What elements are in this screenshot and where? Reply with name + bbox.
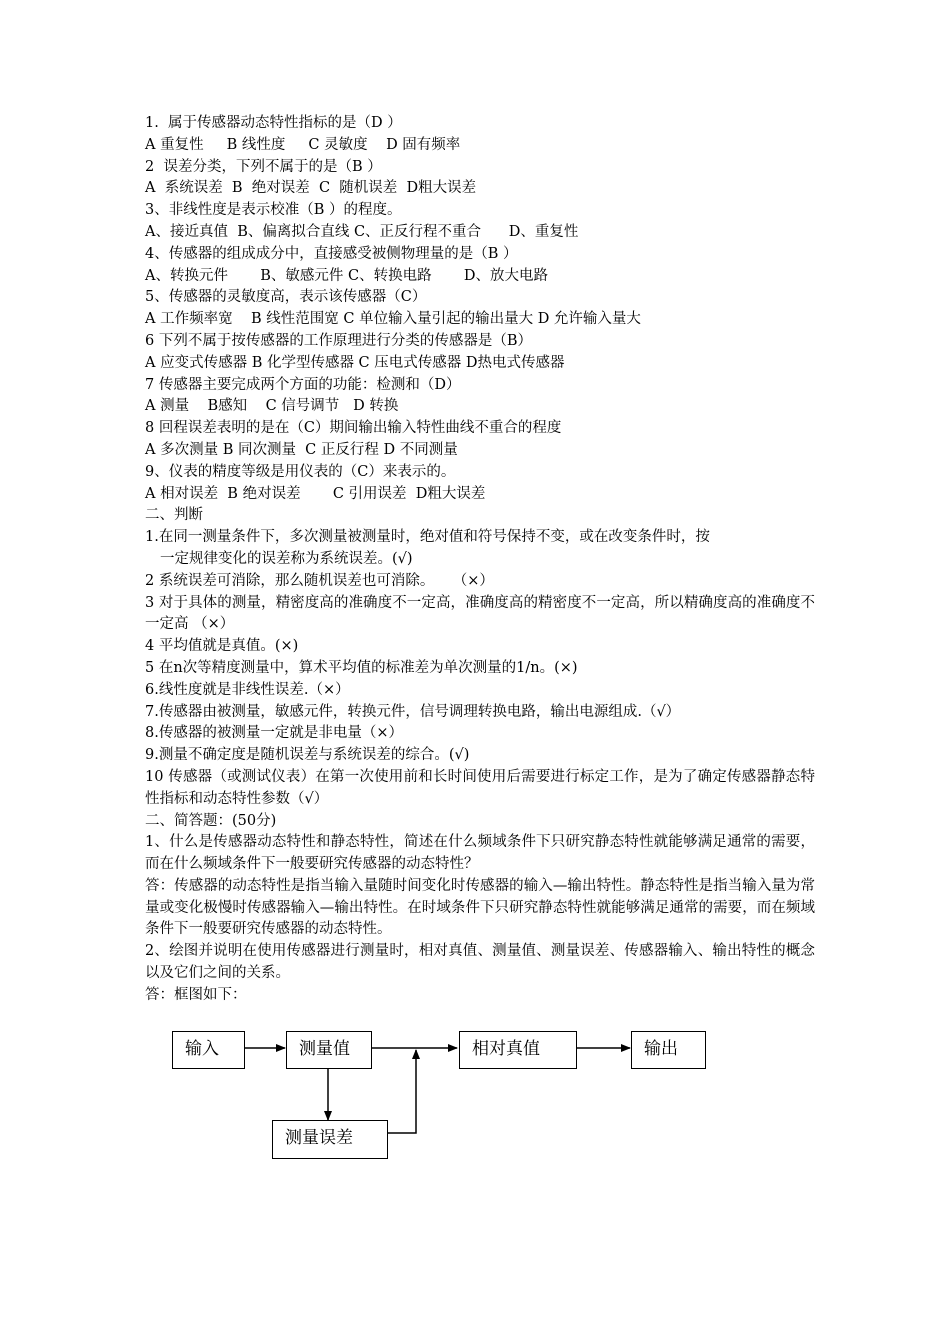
- short-answer-1: 答：传感器的动态特性是指当输入量随时间变化时传感器的输入—输出特性。静态特性是指当输入量为常量或变化极慢时传感器输入—输出特性。在时域条件下只研究静态特性就能够满足通常的需要，而在频域条件下一般要研究传感器的动态特性。: [145, 877, 815, 938]
- judgement-4: 4 平均值就是真值。(×): [145, 638, 299, 655]
- measurement-error-box: [272, 1120, 388, 1159]
- short-answer-2: 答：框图如下：: [145, 986, 247, 1003]
- question-8-options: A 多次测量 B 同次测量 C 正反行程 D 不同测量: [145, 441, 458, 458]
- question-2-options: A 系统误差 B 绝对误差 C 随机误差 D粗大误差: [145, 180, 477, 197]
- judgement-5: 5 在n次等精度测量中，算术平均值的标准差为单次测量的1/n。(×): [145, 659, 578, 676]
- question-5-options: A 工作频率宽 B 线性范围宽 C 单位输入量引起的输出量大 D 允许输入量大: [145, 311, 641, 328]
- short-question-2: 2、绘图并说明在使用传感器进行测量时，相对真值、测量值、测量误差、传感器输入、输出特性的概念以及它们之间的关系。: [145, 943, 815, 982]
- judgement-8: 8.传感器的被测量一定就是非电量（×）: [145, 725, 403, 742]
- judgement-3: 3 对于具体的测量，精密度高的准确度不一定高，准确度高的精密度不一定高，所以精确度高的准确度不一定高 （×）: [145, 594, 815, 633]
- arrow-error-feedback: [388, 1050, 416, 1133]
- judgement-1-line-2: 一定规律变化的误差称为系统误差。(√): [160, 550, 413, 567]
- question-1: 1. 属于传感器动态特性指标的是（D ）: [145, 115, 402, 131]
- measured-value-label: 测量值: [299, 1039, 350, 1059]
- short-question-1: 1、什么是传感器动态特性和静态特性，简述在什么频域条件下只研究静态特性就能够满足通常的需要，而在什么频域条件下一般要研究传感器的动态特性？: [145, 834, 815, 873]
- question-4: 4、传感器的组成成分中，直接感受被侧物理量的是（B ）: [145, 245, 518, 262]
- question-8: 8 回程误差表明的是在（C）期间输出输入特性曲线不重合的程度: [145, 420, 562, 437]
- true-value-box: [459, 1031, 577, 1069]
- question-7: 7 传感器主要完成两个方面的功能：检测和（D）: [145, 376, 461, 393]
- question-1-options: A 重复性 B 线性度 C 灵敏度 D 固有频率: [145, 136, 461, 153]
- question-2: 2 误差分类，下列不属于的是（B ）: [145, 158, 382, 175]
- true-value-label: 相对真值: [472, 1039, 540, 1059]
- question-3-options: A、接近真值 B、偏离拟合直线 C、正反行程不重合 D、重复性: [145, 223, 579, 240]
- question-9: 9、仪表的精度等级是用仪表的（C）来表示的。: [145, 463, 456, 480]
- question-4-options: A、转换元件 B、敏感元件 C、转换电路 D、放大电路: [145, 267, 548, 284]
- judgement-9: 9.测量不确定度是随机误差与系统误差的综合。(√): [145, 747, 470, 764]
- question-6: 6 下列不属于按传感器的工作原理进行分类的传感器是（B）: [145, 332, 532, 349]
- question-3: 3、非线性度是表示校准（B ）的程度。: [145, 202, 402, 219]
- question-9-options: A 相对误差 B 绝对误差 C 引用误差 D粗大误差: [145, 485, 486, 502]
- document-body: [145, 113, 815, 1007]
- question-6-options: A 应变式传感器 B 化学型传感器 C 压电式传感器 D热电式传感器: [145, 354, 565, 371]
- measurement-error-label: 测量误差: [285, 1128, 353, 1148]
- section-heading-judgement: 二、判断: [145, 507, 203, 524]
- judgement-1-line-1: 1.在同一测量条件下，多次测量被测量时，绝对值和符号保持不变，或在改变条件时，按: [145, 529, 710, 546]
- judgement-10: 10 传感器（或测试仪表）在第一次使用前和长时间使用后需要进行标定工作，是为了确定传感器静态特性指标和动态特性参数（√）: [145, 768, 815, 807]
- question-5: 5、传感器的灵敏度高，表示该传感器（C）: [145, 289, 427, 306]
- choice-questions: [145, 113, 815, 505]
- judgement-2: 2 系统误差可消除，那么随机误差也可消除。 （×）: [145, 572, 494, 589]
- input-box: [172, 1031, 245, 1069]
- input-label: 输入: [185, 1039, 219, 1059]
- section-heading-short-answer: 二、简答题：(50分): [145, 812, 277, 829]
- judgement-7: 7.传感器由被测量，敏感元件，转换元件，信号调理转换电路，输出电源组成.（√）: [145, 703, 681, 720]
- measured-value-box: [286, 1031, 372, 1069]
- output-label: 输出: [644, 1039, 678, 1059]
- short-answer-section: [145, 811, 815, 1007]
- judgement-section: [145, 505, 815, 810]
- output-box: [631, 1031, 706, 1069]
- judgement-6: 6.线性度就是非线性误差.（×）: [145, 681, 350, 698]
- question-7-options: A 测量 B感知 C 信号调节 D 转换: [145, 398, 399, 415]
